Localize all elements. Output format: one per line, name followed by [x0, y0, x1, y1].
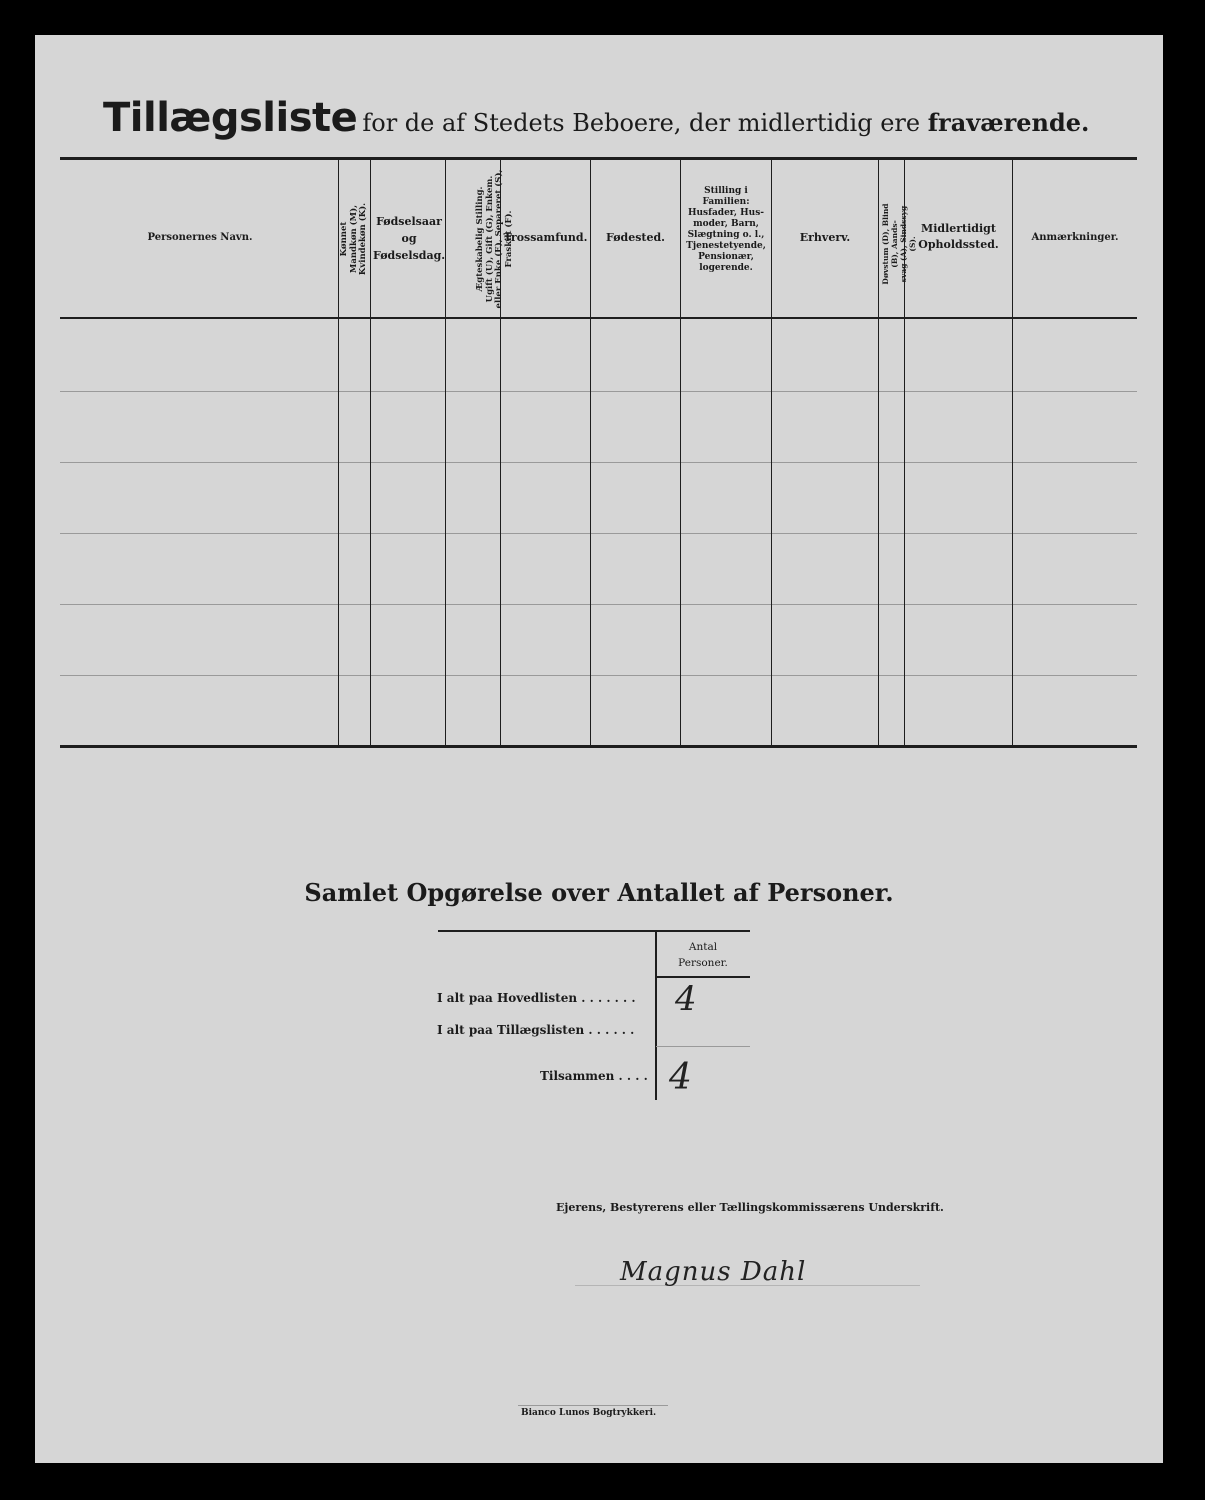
- col-divider: [1012, 160, 1013, 745]
- printer-imprint: Bianco Lunos Bogtrykkeri.: [521, 1408, 657, 1418]
- summary-header-rule: [656, 976, 750, 978]
- col-header-family: Stilling i Familien: Husfader, Hus- moder, Barn, Slægtning o. l., Tjenestetyende, Pensionær, logerende.: [686, 186, 766, 273]
- summary-col-header: Antal Personer.: [678, 941, 728, 969]
- summary-heading: Samlet Opgørelse over Antallet af Personer.: [304, 878, 894, 907]
- col-divider: [878, 160, 879, 745]
- table-bottom-rule: [60, 745, 1137, 748]
- row-divider: [60, 462, 1137, 463]
- census-form-sheet: [35, 35, 1163, 1463]
- summary-top-rule: [438, 930, 750, 932]
- summary-row-label: Tilsammen . . . .: [540, 1069, 648, 1083]
- col-divider: [370, 160, 371, 745]
- title-rest-bold: fraværende.: [927, 108, 1090, 137]
- col-header-religion: Trossamfund.: [503, 231, 588, 244]
- header-bottom-rule: [60, 317, 1137, 319]
- col-header-sex: Kønnet Mandkøn (M), Kvindekøn (K).: [339, 202, 368, 276]
- signature-caption: Ejerens, Bestyrerens eller Tællingskommissærens Underskrift.: [556, 1201, 944, 1214]
- col-header-temp-residence: Midlertidigt Opholdssted.: [918, 222, 999, 251]
- row-divider: [60, 675, 1137, 676]
- summary-total-rule: [656, 1046, 750, 1047]
- summary-vertical-rule: [655, 932, 657, 1100]
- summary-row-value: 4: [675, 979, 697, 1019]
- form-title: [103, 95, 1089, 141]
- signature: Magnus Dahl: [620, 1257, 807, 1287]
- row-divider: [60, 533, 1137, 534]
- col-header-birth: Fødselsaar og Fødselsdag.: [373, 215, 446, 262]
- col-header-disability: Døvstum (D), Blind (B), Aands- svag (A), Sindssyg (S).: [881, 203, 917, 285]
- col-divider: [590, 160, 591, 745]
- col-header-name: Personernes Navn.: [147, 232, 253, 243]
- summary-row-label: I alt paa Tillægslisten . . . . . .: [437, 1023, 635, 1037]
- title-subtitle: [362, 109, 1089, 137]
- col-header-birthplace: Fødested.: [605, 231, 666, 244]
- col-header-marital: Ægteskabelig Stilling. Ugift (U), Gift (G), Enkem. eller Enke (E), Separeret (S), Fraskilt (F).: [475, 169, 514, 309]
- col-divider: [771, 160, 772, 745]
- summary-row-value: 4: [669, 1057, 692, 1098]
- col-divider: [445, 160, 446, 745]
- table-top-rule: [60, 157, 1137, 160]
- title-main: Tillægsliste: [103, 95, 358, 141]
- title-rest-text: for de af Stedets Beboere, der midlertidig ere: [362, 109, 921, 137]
- row-divider: [60, 604, 1137, 605]
- row-divider: [60, 391, 1137, 392]
- summary-row-label: I alt paa Hovedlisten . . . . . . .: [437, 991, 636, 1005]
- col-header-occupation: Erhverv.: [799, 231, 851, 244]
- printer-rule: [518, 1405, 668, 1406]
- col-header-remarks: Anmærkninger.: [1031, 232, 1119, 243]
